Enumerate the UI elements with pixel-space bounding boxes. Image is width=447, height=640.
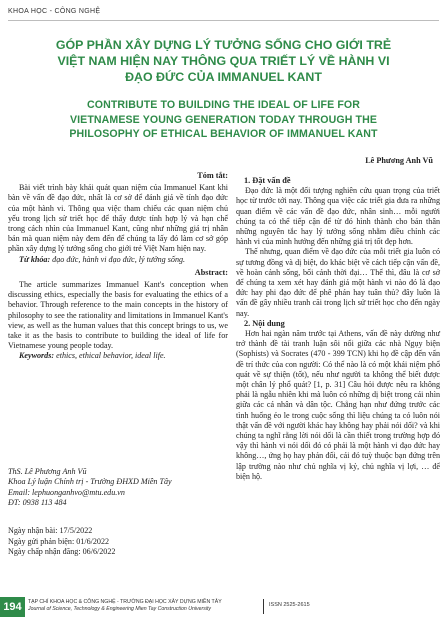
date-received: Ngày nhận bài: 17/5/2022 — [8, 526, 93, 535]
left-column — [8, 171, 228, 362]
abstract-heading: Abstract: — [194, 267, 228, 277]
title-vi-line: ĐẠO ĐỨC CỦA IMMANUEL KANT — [125, 70, 322, 84]
issn-number: ISSN 2525-2615 — [269, 602, 310, 608]
article-dates — [8, 526, 115, 558]
summary-keywords — [8, 255, 228, 265]
abstract-keywords — [8, 351, 228, 361]
page-number: 194 — [0, 597, 25, 617]
affiliation-name: ThS. Lê Phương Anh Vũ — [8, 467, 87, 476]
date-reviewed: Ngày gửi phản biện: 01/6/2022 — [8, 536, 110, 546]
section-2-paragraph: Hơn hai ngàn năm trước tại Athens, vấn đề này dường như trở thành đề tài tranh luận sôi nổi giữa các nhà Ngụy biện (Sophists) và Socrates (470 - 399 TCN) khi họ đề cập đến vấn đề trí thức của con người: Có thể nào là có một khái niệm phổ quát về sự thiện (tốt), nếu như người ta không thể biết được một chân lý phổ quát? [1, p. 31] Câu hỏi được nêu ra không phải là ngẫu nhiên khi mà luôn có những dị biệt trong cái nhìn giữa các cá nhân và dân tộc. Chẳng hạn như đứng trước các tình huống éo le trong cuộc sống thì liệu chúng ta có luôn nói thật vấn đề với người khác hay không hay phải nói dối? và khi chúng ta nghĩ rằng lời nói dối là cần thiết trong trường hợp đó vậy thì hành vi nói dối đó có phải là một hành vi đạo đức hay không…, ứng họ hay phản đối, cái đó tuỳ thuộc bạn đứng trên lập trường nào như chủ nghĩa vị kỷ, chủ nghĩa vị lợi, … để biện hộ. — [236, 329, 440, 481]
date-accepted: Ngày chấp nhận đăng: 06/6/2022 — [8, 547, 116, 557]
abstract-keywords-text: ethics, ethical behavior, ideal life. — [54, 351, 166, 361]
author-name: Lê Phương Anh Vũ — [365, 156, 433, 165]
affiliation-department: Khoa Lý luận Chính trị - Trường ĐHXD Miền Tây — [8, 477, 172, 487]
title-vietnamese — [20, 37, 427, 85]
title-en-line: CONTRIBUTE TO BUILDING THE IDEAL OF LIFE FOR — [87, 99, 360, 111]
summary-heading: Tóm tắt: — [197, 171, 228, 180]
section-1-title: 1. Đặt vấn đề — [244, 176, 291, 185]
title-vi-line: VIỆT NAM HIỆN NAY THÔNG QUA TRIẾT LÝ VỀ HÀNH VI — [57, 54, 390, 68]
affiliation-phone: ĐT: 0938 113 484 — [8, 498, 67, 508]
summary-keywords-text: đạo đức, hành vi đạo đức, lý tưởng sống. — [50, 254, 186, 264]
journal-name-en: Journal of Science, Technology & Engineering Mien Tay Construction University — [28, 606, 212, 613]
section-1-paragraph: Đạo đức là một đối tượng nghiên cứu quan trọng của triết học từ trước tới nay. Thông qua việc các triết gia đưa ra những quan điểm về các vấn đề đạo đức, nhân sinh… mỗi người chúng ta có thể tiếp cận để từ đó hình thành cho bản thân những nguyên tắc hay lý tưởng sống nhằm điều chỉnh các hành vi của mình hướng đến những giá trị tốt đẹp hơn. — [236, 186, 440, 247]
abstract-keywords-label: Keywords: — [19, 351, 55, 361]
page-footer — [0, 597, 447, 640]
summary-keywords-label: Từ khóa: — [19, 254, 51, 264]
title-english — [16, 98, 431, 142]
title-vi-line: GÓP PHẦN XÂY DỰNG LÝ TƯỞNG SỐNG CHO GIỚI TRẺ — [55, 38, 392, 52]
author-affiliation — [8, 467, 172, 509]
header-divider — [8, 20, 439, 21]
title-en-line: VIETNAMESE YOUNG GENERATION TODAY THROUGH THE — [69, 113, 378, 126]
abstract-body: The article summarizes Immanuel Kant's conception when discussing ethics, especially the basis for evaluating the ethics of a behavior. Through reference to the main concepts in the history of philosophy to see the rationality and limitations in Immanuel Kant's view, as well as the human values that this concept brings to us, we take it as the basis to contribute to building the ideal of life for Vietnamese young people today. — [8, 280, 228, 351]
journal-section-label: KHOA HỌC - CÔNG NGHỆ — [8, 8, 101, 15]
journal-name — [28, 599, 222, 613]
title-en-line: PHILOSOPHY OF ETHICAL BEHAVIOR OF IMMANUEL KANT — [69, 128, 378, 140]
section-2-title: 2. Nội dung — [244, 318, 285, 328]
footer-divider — [263, 599, 264, 614]
right-column — [236, 176, 440, 482]
summary-body: Bài viết trình bày khái quát quan niệm của Immanuel Kant khi bàn về vấn đề đạo đức, nhất là cơ sở để đánh giá về tính đạo đức của một hành vi. Thông qua việc tham chiếu các quan niệm chủ yếu trong lịch sử triết học để thấy được tính hợp lý và hạn chế trong cách nhìn của Immanuel Kant, cũng như những giá trị nhân bản mà quan niệm này đem đến để chúng ta lấy đó làm cơ sở góp phần xây dựng lý tưởng sống cho giới trẻ Việt Nam hiện nay. — [8, 183, 228, 254]
section-1-paragraph: Thế nhưng, quan điểm về đạo đức của mỗi triết gia luôn có sự tương đồng và dị biệt, do khác biệt về cách tiếp cận vấn đề, về hoàn cảnh sống, bối cảnh thời đại… Thế thì, đâu là cơ sở để chúng ta xem xét hay đánh giá một hành vi nào đó là đạo đức hay phi đạo đức để phê phán hay tuân thủ? đây luôn là vấn đề gây nhiều tranh cãi trong lịch sử triết học cho đến ngày nay. — [236, 247, 440, 318]
journal-name-vi: TẠP CHÍ KHOA HỌC & CÔNG NGHỆ - TRƯỜNG ĐẠI HỌC XÂY DỰNG MIỀN TÂY — [28, 599, 222, 605]
affiliation-email[interactable]: Email: lephuonganhvo@mtu.edu.vn — [8, 487, 125, 497]
